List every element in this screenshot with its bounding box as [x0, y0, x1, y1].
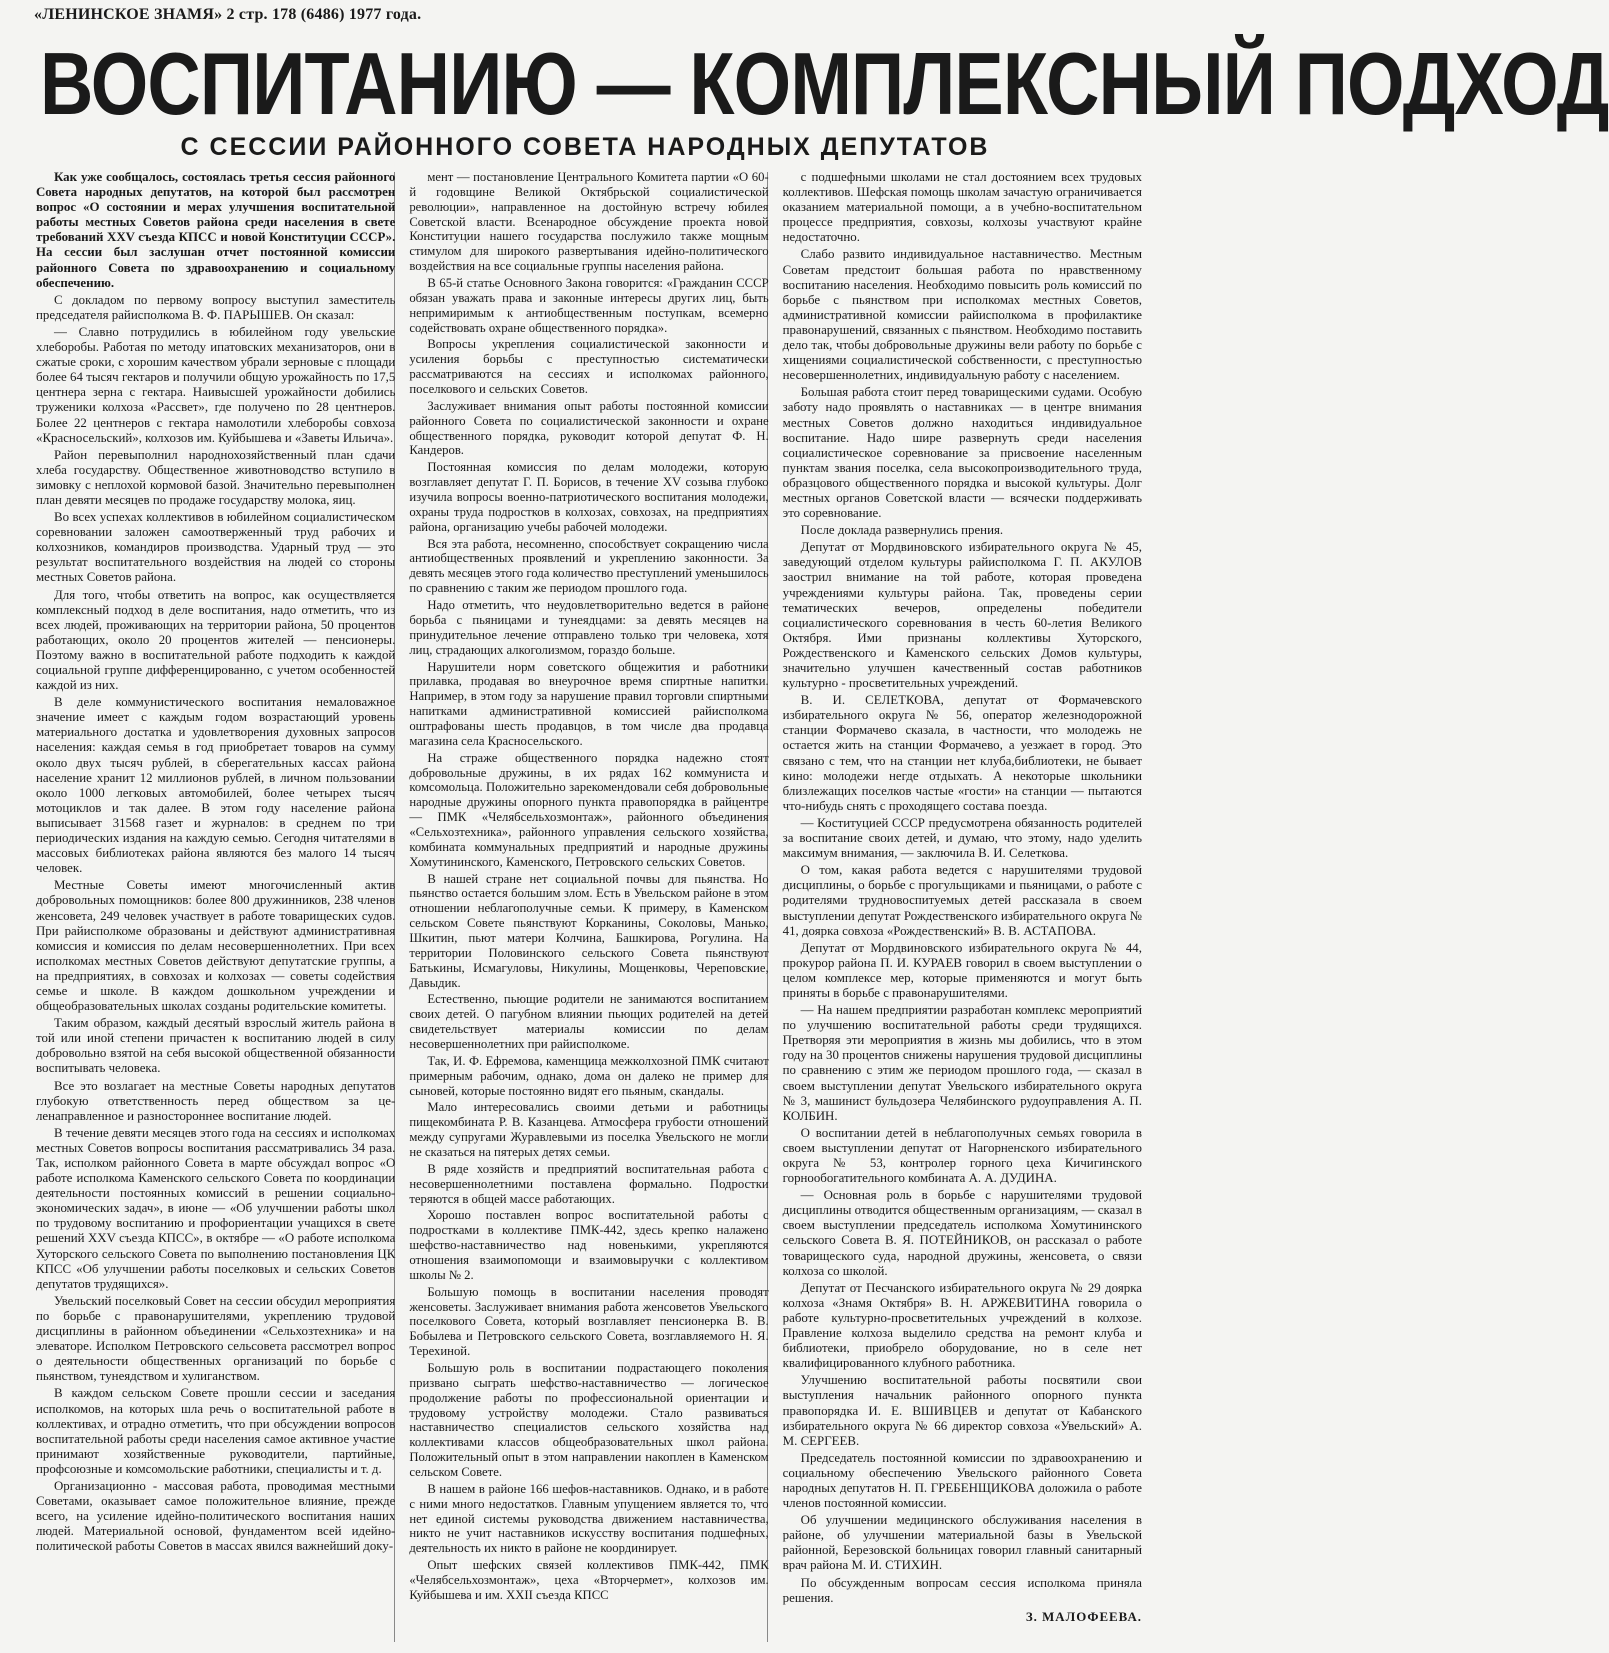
article-paragraph: Естественно, пьющие родители не занимаются воспитанием своих детей. О пагубном влиянии пьющих родителей на детей свидетельствует материалы комиссии по делам несовершеннолетних при райисполкоме. [409, 992, 769, 1051]
article-column-3 [783, 170, 1142, 1648]
article-paragraph: Таким образом, каждый десятый взрослый житель района в той или иной степени причастен к воспитанию людей в силу добровольно взятой на себя высокой общественной обязанности воспитывать человека. [36, 1016, 396, 1076]
article-paragraph: На страже общественного порядка надежно стоят добровольные дружины, в их рядах 162 коммуниста и комсомольца. Положительно зарекомендовали себя добровольные народные дружины опорного пункта правопорядка в райцентре — ПМК «Челябсельхозмонтаж», районного объединения «Сельхозтехника», районного управления сельского хозяйства, комбината коммунальных предприятий и народные дружины Хомутининского, Каменского, Петровского сельских Советов. [409, 750, 769, 869]
article-paragraph: — Коституцией СССР предусмотрена обязанность родителей за воспитание своих детей, и думаю, что этому, надо уделить максимум внимания, — заключила В. И. Селеткова. [782, 815, 1142, 861]
article-paragraph: В каждом сельском Совете прошли сессии и заседания исполкомов, на которых шла речь о воспитательной работе в коллективах, и отрадно отметить, что при обсуждении вопросов воспитательной работы среди населения самое активное участие принимают хозяйственные руководители, партийные, профсоюзные и комсомольские работники, специалисты и т. д. [36, 1386, 396, 1476]
article-paragraph: Для того, чтобы ответить на вопрос, как осуществляется комплексный подход в деле воспитания, надо отметить, что из всех людей, проживающих на территории района, 50 процентов работающих, около 20 процентов жителей — пенсионеры. Поэтому важно в воспитательной работе подходить к каждой социальной группе дифференцированно, с учетом особенностей каждой из них. [36, 587, 396, 693]
article-paragraph: — Славно потрудились в юбилейном году увельские хлеборобы. Работая по методу ипатовских механизаторов, они в сжатые сроки, с хорошим качеством убрали зерновые с площади более 64 тысяч гектаров и получили общую урожайность по 17,5 центнера зерна с гектара. Наивысшей урожайности добились труженики колхоза «Рассвет», где получено по 28 центнеров. Более 22 центнеров с гектара намолотили хлеборобы совхоза «Красносельский», колхозов им. Куйбышева и «Заветы Ильича». [36, 324, 396, 445]
article-paragraph: О том, какая работа ведется с нарушителями трудовой дисциплины, о борьбе с прогульщиками и пьяницами, о работе с родителями трудновоспитуемых детей рассказала в своем выступлении депутат Рождественского избирательного округа № 41, доярка совхоза «Рождественский» В. В. АСТАПОВА. [782, 863, 1142, 938]
article-paragraph: — На нашем предприятии разработан комплекс мероприятий по улучшению воспитательной работы среди трудящихся. Претворяя эти мероприятия в жизнь мы добились, что в этом году на 30 процентов снижены нарушения трудовой дисциплины по сравнению с этим же периодом прошлого года, — сказал в своем выступлении депутат Увельского избирательного округа № 3, машинист бульдозера Челябинского рудоуправления А. П. КОЛБИН. [782, 1003, 1142, 1123]
article-paragraph: Большая работа стоит перед товарищескими судами. Особую заботу надо проявлять о наставниках — в центре внимания местных Советов должно находиться индивидуальное воспитание. Надо шире развернуть среди населения социалистическое соревнование за присвоение населенным пунктам звания поселка, села высокопроизводительного труда, образцового общественного порядка и высокой культуры. Долг местных органов Советской власти — всячески поддерживать это соревнование. [782, 385, 1142, 521]
article-paragraph: Вся эта работа, несомненно, способствует сокращению числа антиобщественных проявлений и укреплению законности. За девять месяцев этого года количество преступлений уменьшилось по сравнению с таким же периодом прошлого года. [409, 536, 769, 596]
masthead: «ЛЕНИНСКОЕ ЗНАМЯ» 2 стр. 178 (6486) 1977 года. [34, 6, 422, 23]
article-paragraph: мент — постановление Центрального Комитета партии «О 60-й годовщине Великой Октябрьской социалистической революции», направленное на достойную встречу юбилея Советской власти. Всенародное обсуждение проекта новой Конституции нашего государства послужило также мощным стимулом для широкого развертывания идейно-политического воздействия на все социальные группы населения района. [409, 170, 769, 274]
article-paragraph: С докладом по первому вопросу выступил заместитель председателя райисполкома В. Ф. ПАРЫШЕВ. Он сказал: [36, 292, 396, 322]
headline: ВОСПИТАНИЮ — КОМПЛЕКСНЫЙ ПОДХОД [40, 34, 1609, 133]
article-paragraph: Так, И. Ф. Ефремова, каменщица межколхозной ПМК считают примерным рабочим, однако, дома он далеко не пример для сыновей, которые постоянно видят его пьяным, скандалы. [409, 1053, 769, 1098]
article-paragraph: Организационно - массовая работа, проводимая местными Советами, оказывает самое положительное влияние, прежде всего, на усиление идейно-политического воспитания наших людей. Материальной основой, фундаментом всей идейно-политической работы Советов в массах явился важнейший доку- [36, 1478, 396, 1554]
article-paragraph: В течение девяти месяцев этого года на сессиях и исполкомах местных Советов вопросы воспитания рассматривались 34 раза. Так, исполком районного Совета в марте обсуждал вопрос «О работе исполкома Каменского сельского Совета по координации деятельности постоянных комиссий в решении социально-экономических задач», в июне — «Об улучшении работы школ по трудовому воспитанию и профориентации учащихся в свете решений XXV съезда КПСС», в октябре — «О работе исполкома Хуторского сельского Совета по выполнению постановления ЦК КПСС «Об улучшении работы поселковых и сельских Советов депутатов трудящихся». [36, 1125, 396, 1291]
article-paragraph: Местные Советы имеют многочисленный актив добровольных помощников: более 800 дружинников, 238 членов женсовета, 249 человек участвует в работе товарищеских судов. При райисполкоме образованы и действуют административная комиссия и комиссия по делам несовершеннолетних. При всех исполкомах местных Советов действуют депутатские группы, а на предприятиях, в совхозах и колхозах — советы содействия семье и школе. В каждом дошкольном учреждении и общеобразовательных школах созданы родительские комитеты. [36, 878, 396, 1014]
article-paragraph: Улучшению воспитательной работы посвятили свои выступления начальник районного опорного пункта правопорядка И. Е. ВШИВЦЕВ и депутат от Кабанского избирательного округа № 66 директор совхоза «Увельский» А. М. СЕРГЕЕВ. [782, 1373, 1142, 1448]
article-paragraph: В. И. СЕЛЕТКОВА, депутат от Формачевского избирательного округа № 56, оператор железнодорожной станции Формачево сказала, в частности, что молодежь не остается жить на станции Формачево, а уезжает в город. Это связано с тем, что на станции нет клуба,библиотеки, не бывает кино: молодежи негде отдыхать. А некоторые школьники близлежащих поселков частые «гости» на станции — пытаются что-нибудь снять с проходящего состава поезда. [782, 693, 1142, 813]
article-paragraph: Хорошо поставлен вопрос воспитательной работы с подростками в коллективе ПМК-442, здесь крепко налажено шефство-наставничество над новенькими, укрепляются отношения взаимопомощи и взаимовыручки с коллективом школы № 2. [409, 1208, 769, 1282]
article-paragraph: Постоянная комиссия по делам молодежи, которую возглавляет депутат Г. П. Борисов, в течение XV созыва глубоко изучила вопросы военно-патриотического воспитания молодежи, охраны труда подростков в колхозах, совхозах, на предприятиях района, организацию учебы рабочей молодежи. [409, 460, 769, 534]
article-paragraph: В деле коммунистического воспитания немаловажное значение имеет с каждым годом возрастающий уровень материального достатка и удовлетворения духовных запросов населения: каждая семья в год приобретает товаров на сумму около двух тысяч рублей, в сберегательных кассах района население хранит 12 миллионов рублей, в личном пользовании около 1000 легковых автомобилей, более четырех тысяч мотоциклов и так далее. В этом году население района выписывает 31568 газет и журналов: в среднем по три периодических издания на каждую семью. Сегодня читателями в массовых библиотеках района являются без малого 14 тысяч человек. [36, 695, 396, 876]
article-paragraph: Слабо развито индивидуальное наставничество. Местным Советам предстоит большая работа по нравственному воспитанию населения. Необходимо повысить роль комиссий по борьбе с пьянством при исполкомах местных Советов, административной комиссии райисполкома в профилактике правонарушений, связанных с пьянством. Необходимо поставить дело так, чтобы добровольные дружины вели работу по борьбе с хищениями социалистической собственности, с преступностью несовершеннолетних, индивидуальную работу с населением. [782, 247, 1142, 383]
article-column-2 [409, 170, 768, 1648]
article-paragraph: В нашей стране нет социальной почвы для пьянства. Но пьянство остается большим злом. Есть в Увельском районе в этом отношении неблагополучные семьи. К примеру, в Каменском сельском Совете пьянствуют Корканины, Соколовы, Манько, Шкитин, пьют матери Колчина, Башкирова, Рогулина. На территории Половинского сельского Совета пьянствуют Батькины, Исмагуловы, Никулины, Мощенковы, Череповские, Давыдик. [409, 871, 769, 990]
article-paragraph: Увельский поселковый Совет на сессии обсудил мероприятия по борьбе с правонарушителями, укреплению трудовой дисциплины в районном объединении «Сельхозтехника» и на элеваторе. Исполком Петровского сельсовета рассмотрел вопрос о деятельности общественных организаций по борьбе с пьянством, тунеядством и хулиганством. [36, 1293, 396, 1384]
article-paragraph: О воспитании детей в неблагополучных семьях говорила в своем выступлении депутат от Нагорненского избирательного округа № 53, контролер горного цеха Кичигинского горнообогатительного комбината А. А. ДУДИНА. [782, 1125, 1142, 1186]
article-paragraph: В 65-й статье Основного Закона говорится: «Гражданин СССР обязан уважать права и законные интересы других лиц, быть непримиримым к антиобщественным поступкам, всемерно содействовать охране общественного порядка». [409, 276, 769, 335]
article-column-1 [36, 170, 395, 1648]
author-signature: З. МАЛОФЕЕВА. [1025, 1609, 1142, 1624]
article-paragraph: Все это возлагает на местные Советы народных депутатов глубокую ответственность перед обществом за целенаправленное и разностороннее воспитание людей. [36, 1078, 396, 1123]
subheadline: С СЕССИИ РАЙОННОГО СОВЕТА НАРОДНЫХ ДЕПУТАТОВ [180, 133, 990, 161]
article-paragraph: Мало интересовались своими детьми и работницы пищекомбината Р. В. Казанцева. Атмосфера грубости отношений между супругами Журавлевыми из поселка Увельского не могли не сказаться на пятерых детях семьи. [409, 1100, 769, 1159]
article-paragraph: Депутат от Мордвиновского избирательного округа № 45, заведующий отделом культуры райисполкома Г. П. АКУЛОВ заострил внимание на той работе, которая проведена учреждениями культуры района. Так, проведены серии тематических вечеров, определены победители социалистического соревнования в честь 60-летия Великого Октября. Ими признаны коллективы Хуторского, Рождественского и Каменского сельских Домов культуры, значительно улучшен качественный состав работников культурно - просветительных учреждений. [782, 540, 1142, 691]
article-paragraph: По обсужденным вопросам сессия исполкома приняла решения. [782, 1575, 1142, 1605]
article-paragraph: Надо отметить, что неудовлетворительно ведется в районе борьба с пьяницами и тунеядцами: за девять месяцев на принудительное лечение отправлено только три человека, хотя лиц, страдающих алкоголизмом, гораздо больше. [409, 598, 769, 657]
article-paragraph: Об улучшении медицинского обслуживания населения в районе, об улучшении материальной базы в Увельской районной, Березовской больницах говорил главный санитарный врач района М. И. СТИХИН. [782, 1513, 1142, 1573]
article-body [36, 170, 1142, 1648]
article-paragraph: Вопросы укрепления социалистической законности и усиления борьбы с преступностью систематически рассматриваются на сессиях и исполкомах районного, поселкового и сельских Советов. [409, 337, 769, 397]
article-paragraph: Во всех успехах коллективов в юбилейном социалистическом соревновании заложен самоотверженный труд рабочих и колхозников, командиров производства. Ударный труд — это результат воспитательного воздействия на людей со стороны местных Советов района. [36, 510, 396, 585]
article-paragraph: Большую роль в воспитании подрастающего поколения призвано сыграть шефство-наставничество — логическое продолжение работы по профессиональной ориентации и трудовому устройству молодежи. Стало развиваться наставничество специалистов сельского хозяйства над коллективами классов общеобразовательных школ района. Положительный опыт в этом направлении накоплен в Каменском сельском Совете. [409, 1361, 769, 1480]
article-paragraph: Как уже сообщалось, состоялась третья сессия районного Совета народных депутатов, на которой был рассмотрен вопрос «О состоянии и мерах улучшения воспитательной работы местных Советов района среди населения в свете требований XXV съезда КПСС и новой Конституции СССР». На сессии был заслушан отчет постоянной комиссии районного Совета по здравоохранению и социальному обеспечению. [36, 170, 396, 290]
article-paragraph: Район перевыполнил народнохозяйственный план сдачи хлеба государству. Общественное животноводство вступило в зимовку с неплохой кормовой базой. Значительно перевыполнен план девяти месяцев по продаже государству молока, яиц. [36, 447, 396, 507]
article-paragraph: В ряде хозяйств и предприятий воспитательная работа с несовершеннолетними поставлена формально. Подростки теряются в общей массе работающих. [409, 1161, 769, 1206]
article-paragraph: Депутат от Мордвиновского избирательного округа № 44, прокурор района П. И. КУРАЕВ говорил в своем выступлении о целом комплексе мер, которые применяются и могут быть приняты в борьбе с правонарушителями. [782, 940, 1142, 1000]
article-paragraph: Опыт шефских связей коллективов ПМК-442, ПМК «Челябсельхозмонтаж», цеха «Вторчермет», колхозов им. Куйбышева и им. XXII съезда КПСС [409, 1558, 769, 1602]
article-paragraph: Заслуживает внимания опыт работы постоянной комиссии районного Совета по социалистической законности и охране общественного порядка, руководит которой депутат Ф. Н. Кандеров. [409, 398, 769, 458]
article-paragraph: После доклада развернулись прения. [800, 523, 1004, 538]
article-paragraph: — Основная роль в борьбе с нарушителями трудовой дисциплины отводится общественным организациям, — сказал в своем выступлении председатель исполкома Хомутининского сельского Совета В. Я. ПОТЕЙНИКОВ, он рассказал о работе товарищеского суда, народной дружины, женсовета, о связи колхоза со школой. [782, 1188, 1142, 1278]
article-paragraph: Большую помощь в воспитании населения проводят женсоветы. Заслуживает внимания работа женсоветов Увельского поселкового Совета, который возглавляет пенсионерка В. В. Бобылева и Петровского сельского Совета, возглавляемого Н. Я. Терехиной. [409, 1284, 769, 1359]
article-paragraph: с подшефными школами не стал достоянием всех трудовых коллективов. Шефская помощь школам зачастую ограничивается оказанием материальной помощи, а в учебно-воспитательном процессе предприятия, совхозы, колхозы участвуют крайне недостаточно. [782, 170, 1142, 245]
article-paragraph: Депутат от Песчанского избирательного округа № 29 доярка колхоза «Знамя Октября» В. Н. АРЖЕВИТИНА говорила о работе культурно-просветительных учреждений в колхозе. Правление колхоза выделило средства на ремонт клуба и библиотеки, приобрело оборудование, но в селе нет квалифицированного клубного работника. [782, 1280, 1142, 1371]
article-paragraph: Нарушители норм советского общежития и работники прилавка, продавая во внеурочное время спиртные напитки. Например, в этом году за нарушение правил торговли спиртными напитками административной комиссией райисполкома оштрафованы шесть продавцов, в том числе два продавца магазина села Красносельского. [409, 659, 769, 748]
article-paragraph: Председатель постоянной комиссии по здравоохранению и социальному обеспечению Увельского районного Совета народных депутатов Н. П. ГРЕБЕНЩИКОВА доложила о работе членов постоянной комиссии. [782, 1450, 1142, 1511]
article-paragraph: В нашем в районе 166 шефов-наставников. Однако, и в работе с ними много недостатков. Главным упущением является то, что нет единой системы руководства движением наставничества, никто не учит наставников искусству воспитания подшефных, деятельность их никто в районе не координирует. [409, 1481, 769, 1556]
